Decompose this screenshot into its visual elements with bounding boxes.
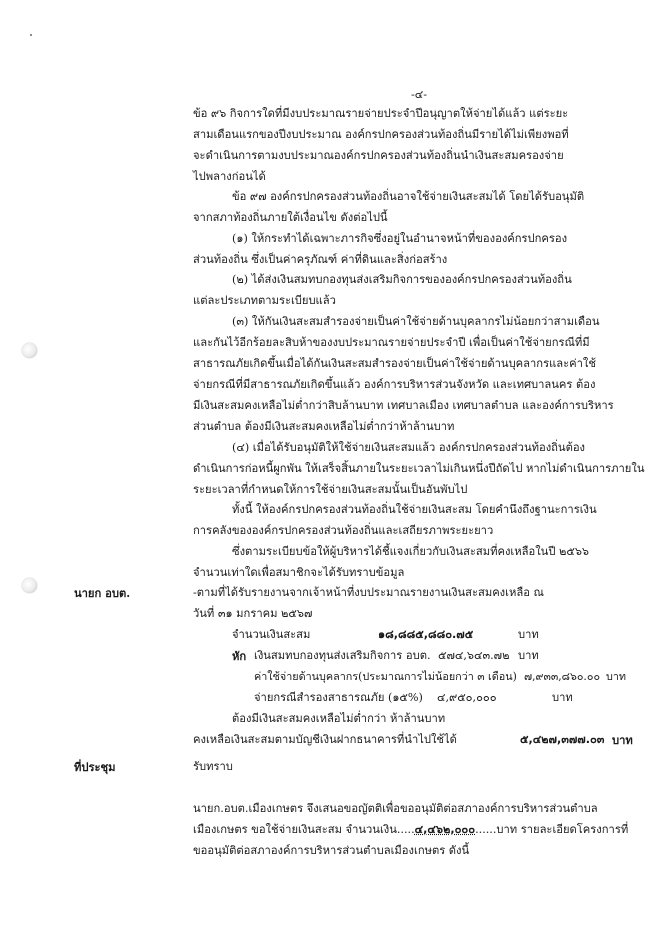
consider-line-2: การคลังขององค์กรปกครองส่วนท้องถิ่นและเสถียรภาพระยะยาว bbox=[193, 524, 494, 537]
item-3-line-1: (๓) ให้กันเงินสะสมสำรองจ่ายเป็นค่าใช้จ่ายด้านบุคลากรไม่น้อยกว่าสามเดือน bbox=[232, 315, 600, 328]
meeting-response: รับทราบ bbox=[193, 760, 233, 773]
item-4-line-3: ระยะเวลาที่กำหนดให้การใช้จ่ายเงินสะสมนั้นเป็นอันพับไป bbox=[193, 483, 468, 496]
item-2-line-2: แต่ละประเภทตามระเบียบแล้ว bbox=[193, 294, 336, 307]
disaster-amount: ๔,๙๕๐,๐๐๐ bbox=[437, 691, 497, 704]
report-intro-line-2: วันที่ ๓๑ มกราคม ๒๕๖๗ bbox=[193, 607, 313, 620]
deduct-unit: บาท bbox=[518, 649, 539, 662]
disaster-unit: บาท bbox=[552, 691, 573, 704]
proposal-line-2-prefix: เมืองเกษตร ขอใช้จ่ายเงินสะสม จำนวนเงิน..... bbox=[193, 823, 415, 836]
accumulated-label: จำนวนเงินสะสม bbox=[232, 628, 311, 641]
item-1-line-1: (๑) ให้กระทำได้เฉพาะภารกิจซึ่งอยู่ในอำนาจหน้าที่ขององค์กรปกครอง bbox=[232, 232, 568, 245]
deduct-prefix: หัก bbox=[232, 649, 247, 663]
page-number: -๔- bbox=[411, 88, 428, 101]
regulation-line-2: จำนวนเท่าใดเพื่อสมาชิกจะได้รับทราบข้อมูล bbox=[193, 566, 405, 579]
regulation-line-1: ซึ่งตามระเบียบข้อให้ผู้บริหารได้ชี้แจงเกี่ยวกับเงินสะสมที่คงเหลือในปี ๒๕๖๖ bbox=[232, 545, 590, 558]
proposal-amount: ๔,๔๖๒,๐๐๐ bbox=[414, 823, 476, 836]
item-4-line-2: ดำเนินการก่อหนี้ผูกพัน ให้เสร็จสิ้นภายในระยะเวลาไม่เกินหนึ่งปีถัดไป หากไม่ดำเนินการภายใน bbox=[193, 462, 645, 475]
item-3-line-2: และกันไว้อีกร้อยละสิบห้าของงบประมาณรายจ่ายประจำปี เพื่อเป็นค่าใช้จ่ายกรณีที่มี bbox=[193, 336, 590, 349]
consider-line-1: ทั้งนี้ ให้องค์กรปกครองส่วนท้องถิ่นใช้จ่ายเงินสะสม โดยคำนึงถึงฐานะการเงิน bbox=[232, 503, 597, 516]
personnel-label: ค่าใช้จ่ายด้านบุคลากร(ประมาณการไม่น้อยกว่า ๓ เดือน) bbox=[254, 670, 517, 683]
disaster-label: จ่ายกรณีสำรองสาธารณภัย (๑๕%) bbox=[254, 691, 423, 704]
item-1-line-2: ส่วนท้องถิ่น ซึ่งเป็นค่าครุภัณฑ์ ค่าที่ดินและสิ่งก่อสร้าง bbox=[193, 253, 448, 266]
item-3-line-3: สาธารณภัยเกิดขึ้นเมื่อได้กันเงินสะสมสำรองจ่ายเป็นค่าใช้จ่ายด้านบุคลากรและค่าใช้ bbox=[193, 357, 596, 370]
accumulated-unit: บาท bbox=[518, 628, 539, 641]
item-3-line-6: ส่วนตำบล ต้องมีเงินสะสมคงเหลือไม่ต่ำกว่าห้าล้านบาท bbox=[193, 420, 455, 433]
proposal-line-2 bbox=[193, 823, 628, 837]
remaining-label: คงเหลือเงินสะสมตามบัญชีเงินฝากธนาคารที่นำไปใช้ได้ bbox=[193, 733, 457, 746]
para-96-line-3: จะดำเนินการตามงบประมาณองค์กรปกครองส่วนท้องถิ่นนำเงินสะสมครองจ่าย bbox=[193, 149, 564, 162]
punch-hole-bottom bbox=[22, 578, 37, 593]
remaining-amount: ๕,๔๒๗,๓๗๗.๐๓ bbox=[520, 733, 605, 746]
item-2-line-1: (๒) ได้ส่งเงินสมทบกองทุนส่งเสริมกิจการขององค์กรปกครองส่วนท้องถิ่น bbox=[232, 273, 572, 286]
personnel-unit: บาท bbox=[606, 670, 627, 683]
para-96-line-2: สามเดือนแรกของปีงบประมาณ องค์กรปกครองส่วนท้องถิ่นมีรายได้ไม่เพียงพอที่ bbox=[193, 128, 569, 141]
proposal-line-1: นายก.อบต.เมืองเกษตร จึงเสนอขอญัตติเพื่อขออนุมัติต่อสภาองค์การบริหารส่วนตำบล bbox=[193, 802, 598, 815]
report-intro-line-1: -ตามที่ได้รับรายงานจากเจ้าหน้าที่งบประมาณรายงานเงินสะสมคงเหลือ ณ bbox=[193, 586, 544, 599]
para-97-line-1: ข้อ ๙๗ องค์กรปกครองส่วนท้องถิ่นอาจใช้จ่ายเงินสะสมได้ โดยได้รับอนุมัติ bbox=[232, 190, 585, 203]
para-96-line-1: ข้อ ๙๖ กิจการใดที่มีงบประมาณรายจ่ายประจำปีอนุญาตให้จ่ายได้แล้ว แต่ระยะ bbox=[193, 107, 569, 120]
min-balance-note: ต้องมีเงินสะสมคงเหลือไม่ต่ำกว่า ห้าล้านบาท bbox=[232, 712, 446, 725]
remaining-unit: บาท bbox=[612, 733, 633, 747]
speaker-chief-executive: นายก อบต. bbox=[74, 586, 131, 600]
item-3-line-4: จ่ายกรณีที่มีสาธารณภัยเกิดขึ้นแล้ว องค์การบริหารส่วนจังหวัด และเทศบาลนคร ต้อง bbox=[193, 378, 596, 391]
punch-hole-top bbox=[22, 343, 37, 358]
personnel-amount: ๗,๙๓๓,๘๖๐.๐๐ bbox=[524, 670, 601, 683]
item-4-line-1: (๔) เมื่อได้รับอนุมัติให้ใช้จ่ายเงินสะสมแล้ว องค์กรปกครองส่วนท้องถิ่นต้อง bbox=[232, 441, 586, 454]
scan-speck bbox=[30, 34, 32, 36]
para-97-line-2: จากสภาท้องถิ่นภายใต้เงื่อนไข ดังต่อไปนี้ bbox=[193, 211, 388, 224]
item-3-line-5: มีเงินสะสมคงเหลือไม่ต่ำกว่าสิบล้านบาท เทศบาลเมือง เทศบาลตำบล และองค์การบริหาร bbox=[193, 399, 614, 412]
proposal-line-3: ขออนุมัติต่อสภาองค์การบริหารส่วนตำบลเมืองเกษตร ดังนี้ bbox=[193, 844, 470, 857]
deduct-amount: ๕๗๔,๖๔๓.๗๒ bbox=[438, 649, 510, 662]
accumulated-amount: ๑๘,๘๘๕,๘๘๐.๗๕ bbox=[378, 628, 474, 641]
para-96-line-4: ไปพลางก่อนได้ bbox=[193, 170, 266, 183]
speaker-meeting: ที่ประชุม bbox=[74, 760, 116, 774]
proposal-line-2-suffix: ......บาท รายละเอียดโครงการที่ bbox=[475, 823, 629, 836]
deduct-label: เงินสมทบกองทุนส่งเสริมกิจการ อบต. bbox=[254, 649, 431, 662]
